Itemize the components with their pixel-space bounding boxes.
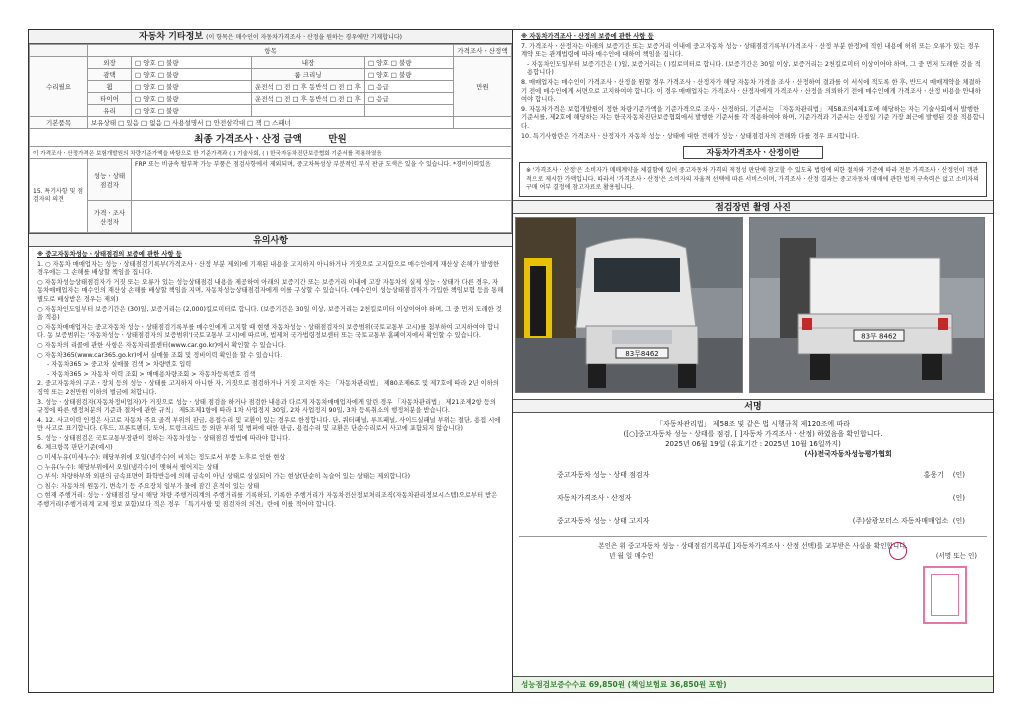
signature-roles [513,463,993,532]
caution-item: 1. ○ 자동차 매매업자는 성능ㆍ상태점검기록부(가격조사ㆍ산정 부분 제외)에 기재된 내용을 고지하지 아니하거나 거짓으로 고지함으로 매수인에게 재산상 손해가 발생한 경우에는 그 손해를 배상할 책임을 집니다. [37,260,500,277]
other-info-table: 항목 가격조사ㆍ산정액 수리필요 외장 □ 양호 □ 불량 내장 □ 양호 □ 불량 만원 광택 □ 양호 □ 불량 룸 크리닝 □ 양호 □ 불량 휠 □ 양호 □ 불량 운전석 □ 전 □ 후 동반석 □ 전 □ 후 □ 응급 타이어 □ 양호 □ 불량 운전석 □ 전 □ 후 동반석 □ 전 □ 후 □ 응급 유리 □ 양호 □ 불량 기본품목 보유상태 □ 있음 □ 없음 □ 사용설명서 □ 안전삼각대 □ 잭 □ 스패너 최종 가격조사ㆍ산정 금액 만원 이 가격조사ㆍ산정가격은 보험개발원의 차량기준가액을 바탕으로 한 기준가격과 ( ) 기술사회, ( ) 한국자동차진단보증협회 기준서를 적용하였음 15. 특기사항 및 점검자의 의견 성능ㆍ상태 점검자 FRP 또는 비금속 탑부착 가능 부품은 점검사항에서 제외되며, 중고차특성상 부분적인 부식 판금 도색은 있을 수 있습니다. *경비이력있음 가격ㆍ조사 산정자 [29,44,512,233]
cautions-title: 유의사항 [29,233,512,247]
repair-label: 수리필요 [30,57,88,117]
cautions-body [29,247,512,515]
signer-row: 중고자동차 성능ㆍ상태 점검자 홍웅기 (인) [557,470,965,479]
receipt-block: 본인은 위 중고자동차 성능ㆍ상태점검기록부([ ]자동차가격조사ㆍ산정 선택)를 교부받은 사실을 확인합니다. 년 월 일 매수인 (서명 또는 인) [519,536,987,561]
fee-bar: 성능점검보증수수료 69,850원 (책임보험료 36,850원 포함) [513,676,993,692]
front-truck-image [516,218,743,393]
price-notice-item: 8. 매매업자는 매수인이 가격조사ㆍ산정을 원할 경우 가격조사ㆍ산정자가 해당 자동차 가격을 조사ㆍ산정하여 결과를 이 서식에 적도록 한 후, 반드시 매매계약을 체결하기 전에 매수인에게 서면으로 고지하여야 합니다. 이 경우 매매업자는 가격조사ㆍ산정자에게 가격조사ㆍ산정을 의뢰하기 전에 매수인에게 가격조사ㆍ산정 비용을 안내하여야 합니다. [521,78,981,104]
signature-title: 서명 [513,399,993,413]
cautions-heading: ※ 중고자동차성능ㆍ상태점검의 보증에 관한 사항 등 [37,251,182,258]
caution-item: ○ 미세누유(미세누수): 해당부위에 오일(냉각수)이 비치는 정도로서 부품 노후로 인한 현상 [37,454,286,462]
final-price-note: 이 가격조사ㆍ산정가격은 보험개발원의 차량기준가액을 바탕으로 한 기준가격과 ( ) 기술사회, ( ) 한국자동차진단보증협회 기준서를 적용하였음 [30,147,512,159]
caution-item: ○ 자동차성능상태점검자가 거짓 또는 오류가 있는 성능상태점검 내용을 제공하여 아래의 보증기간 또는 보증거리 이내에 고장 자동차의 실제 성능ㆍ상태가 다른 경우, 자동차매매업자는 매수인의 재산상 손해를 배상할 책임을 지며, 자동차성능상태점검자에게 이를 구상할 수 있습니다. (매수인이 성능상태점검자가 가입한 책임보험 등을 통해 별도로 배상받은 경우는 제외) [37,278,504,303]
caution-item: ○ 누유(누수): 해당부위에서 오일(냉각수)이 맺혀서 떨어지는 상태 [37,463,219,471]
caution-item: - 자동차365 > 자동차 이력 조회 > 매매용차량조회 > 자동차등록번호 검색 [47,370,256,378]
photo-title: 점검장면 촬영 사진 [513,200,993,214]
header-item: 항목 [88,45,454,57]
rear-photo [749,217,985,393]
signer-row: 자동차가격조사ㆍ산정자 (인) [557,493,965,502]
price-def-box: ※ '가격조사ㆍ산정'은 소비자가 매매계약을 체결함에 있어 중고자동차 가격의 적정성 판단에 참고할 수 있도록 법령에 의한 절차와 기준에 따라 전문 가격조사ㆍ산정인이 객관적으로 제시한 가액입니다. 따라서 '가격조사ㆍ산정'은 소비자의 자율적 선택에 따른 서비스이며, 가격조사ㆍ산정 결과는 중고자동차 매매에 관한 법적 구속력은 없고 소비자의 구매 여부 결정에 참고자료로 활용됩니다. [519,162,987,197]
caution-item: ○ 현재 주행거리: 성능ㆍ상태점검 당시 해당 차량 주행거리계의 주행거리를 기록하되, 기록한 주행거리가 자동차전산정보처리조직(자동차관리정보시스템)으로부터 받은 주행거리(주행거리계 교체 정보 포함)보다 적은 경우 「특기사항 및 점검자의 의견」란에 이를 적어야 합니다. [37,492,498,509]
front-photo [515,217,743,393]
caution-item: ○ 부식: 차량하부와 외판의 금속표면이 화학반응에 의해 금속이 아닌 상태로 상실되어 가는 현상(단순히 녹슬어 있는 상태는 제외합니다) [37,473,411,481]
other-info-title: 자동차 기타정보 (이 항목은 매수인이 자동차가격조사ㆍ산정을 원하는 경우에만 기재합니다) [29,30,512,44]
price-notice-heading: ※ 자동차가격조사ㆍ산정의 보증에 관한 사항 등 [521,33,654,40]
photo-area [513,217,993,399]
caution-item: ○ 침수: 자동차의 원동기, 변속기 등 주요장치 일부가 물에 잠긴 흔적이 있는 상태 [37,482,260,490]
caution-item: ○ 자동차365(www.car365.go.kr)에서 실매물 조회 및 정비이력 확인을 할 수 있습니다. [37,351,283,359]
left-column [29,30,513,692]
perf-opinion: FRP 또는 비금속 탑부착 가능 부품은 점검사항에서 제외되며, 중고차특성상 부분적인 부식 판금 도색은 있을 수 있습니다. *경비이력있음 [132,159,512,201]
final-price-row: 최종 가격조사ㆍ산정 금액 만원 [30,129,512,147]
price-notice-item: - 자동차인도일부터 보증기간은 ( )일, 보증거리는 ( )킬로미터로 합니다. (보증기간은 30일 이상, 보증거리는 2천킬로미터 이상이어야 하며, 그 중 먼저 도래한 것을 적용합니다) [527,60,981,77]
caution-item: - 자동차365 > 중고차 실매물 검색 > 차량번호 입력 [47,361,192,369]
right-column [513,30,993,692]
rear-plate: 83무 8462 [861,332,897,341]
price-notice-item: 9. 자동차가격은 보험개발원이 정한 차량기준가액을 기준가격으로 조사ㆍ산정하되, 기준서는 「자동차관리법」 제58조의4제1호에 해당하는 자는 기술사회에서 발행한 기준서를, 제2호에 해당하는 자는 한국자동차진단보증협회에서 발행한 기준서를 각 적용하여야 하며, 기준가격과 기준서는 산정일 기준 가장 최근에 발행된 것을 적용합니다. [521,105,985,130]
caution-item: 5. 성능ㆍ상태점검은 국토교통부장관이 정하는 자동차성능ㆍ상태점검 방법에 따라야 합니다. [37,434,291,442]
basic-items[interactable]: 보유상태 □ 있음 □ 없음 □ 사용설명서 □ 안전삼각대 □ 잭 □ 스패너 [88,117,454,129]
caution-item: 4. 12. 사고이력 인정은 사고로 자동차 주요 골격 부위의 판금, 용접수리 및 교환이 있는 경우로 한정합니다. 단, 쿼터패널, 루프패널, 사이드실패널 부위는 절단, 용접 시에만 사고로 표기합니다. (후드, 프론트펜더, 도어, 트렁크리드 등 외판 부위 및 범퍼에 대한 판금, 용접수리 및 교환은 단순수리로서 사고에 포함되지 않습니다) [37,416,501,433]
signature-statement: 「자동차관리법」 제58조 및 같은 법 시행규칙 제120조에 따라 ([○]중고자동차 성능ㆍ상태를 점검, [ ]자동차 가격조사ㆍ산정) 하였음을 확인합니다. 2025년 06월 19일 (유효기간 : 2025년 10월 16일까지) (사)전국자동차성능평가협회 [513,413,993,459]
price-notice [513,30,993,146]
rear-truck-image [750,218,985,393]
caution-item: ○ 자동차인도일부터 보증기간은 (30)일, 보증거리는 (2,000)킬로미터로 합니다. (보증기간은 30일 이상, 보증거리는 2천킬로미터 이상이어야 하며, 그 중 먼저 도래한 것을 적용) [37,305,502,322]
price-notice-item: 7. 가격조사ㆍ산정자는 아래의 보증기간 또는 보증거리 이내에 중고자동차 성능ㆍ상태점검기록부(가격조사ㆍ산정 부분 한정)에 적힌 내용에 허위 또는 오류가 있는 경우 계약 또는 관계법령에 따라 매수인에 대하여 책임을 집니다. [521,42,980,59]
unit-won: 만원 [454,57,512,117]
inspection-record-page [28,29,994,693]
caution-item: 6. 체크항목 판단기준(예시) [37,444,113,452]
caution-item: 2. 중고자동차의 구조ㆍ장치 등의 성능ㆍ상태를 고지하지 아니한 자, 거짓으로 점검하거나 거짓 고지한 자는 「자동차관리법」 제80조제6호 및 제7호에 따라 2년 이하의 징역 또는 2천만원 이하의 벌금에 처합니다. [37,380,499,396]
company-stamp [923,566,967,624]
front-plate: 83무8462 [625,350,659,359]
org-name: (사)전국자동차성능평가협회 [804,450,892,459]
price-def-title: 자동차가격조사ㆍ산정이란 [683,146,823,159]
caution-item: 3. 성능ㆍ상태점검자(자동차정비업자)가 거짓으로 성능ㆍ상태 점검을 하거나 점검한 내용과 다르게 자동차매매업자에게 알린 경우 「자동차관리법」 제21조제2항 등의 규정에 따른 행정처분의 기준과 절차에 관한 규칙」 제5조제1항에 따라 1차 사업정지 30일, 2차 사업정지 90일, 3차 등록취소의 행정처분을 받습니다. [37,398,496,415]
price-notice-item: 10. 특기사항란은 가격조사ㆍ산정자가 자동차 성능ㆍ상태에 대한 견해가 성능ㆍ상태점검자의 견해와 다를 경우 표시합니다. [521,132,860,140]
basic-label: 기본품목 [30,117,88,129]
caution-item: ○ 자동차매매업자는 중고자동차 성능ㆍ상태점검기록부를 매수인에게 고지할 때 현행 자동차성능ㆍ상태점검자의 보증범위(국토교통부 고시)를 첨부하여 고지하여야 합니다. 동 보증범위는 '자동차성능ㆍ상태점검자의 보증범위'(국토교통부 고시)에 따르며, 법제처 국가법령정보센터 또는 국토교통부 홈페이지에서 확인할 수 있습니다. [37,323,500,340]
org-seal [889,542,907,560]
signer-row: 중고자동차 성능ㆍ상태 고지자 (주)삼광모터스 자동차매매업소 (인) [557,516,965,525]
caution-item: ○ 자동차의 리콜에 관한 사항은 자동차리콜센터(www.car.go.kr)에서 확인할 수 있습니다. [37,341,287,349]
header-price: 가격조사ㆍ산정액 [454,45,512,57]
opinion-label: 15. 특기사항 및 점검자의 의견 [30,159,88,233]
